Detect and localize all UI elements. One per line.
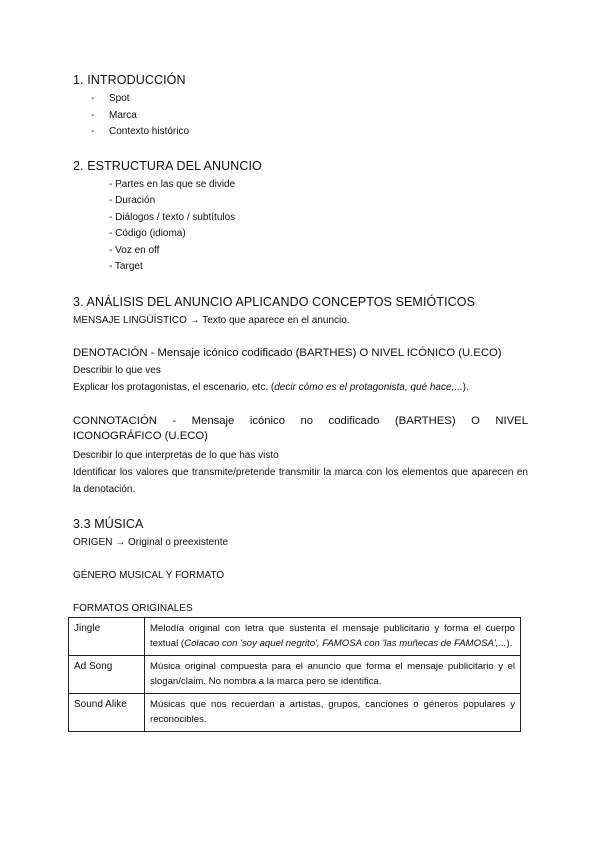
section-3-title: 3. ANÁLISIS DEL ANUNCIO APLICANDO CONCEPTOS SEMIÓTICOS [73,295,476,309]
format-desc-jingle [145,618,521,656]
jingle-desc-a: Melodía original con letra que sustenta el mensaje publicitario y forma el cuerpo textual ( [150,623,515,649]
denotacion-line-2-italic: decir cómo es el protagonista, qué hace,... [274,382,463,393]
list-item-spot: Spot [109,93,130,104]
format-name-adsong: Ad Song [69,656,145,694]
list-item-marca: Marca [109,110,137,121]
format-desc-adsong: Música original compuesta para el anuncio que forma el mensaje publicitario y el slogan/claim. No nombra a la marca pero se identifica. [145,656,521,694]
list-item: - Target [109,261,143,272]
list-item: - Partes en las que se divide [109,179,236,190]
list-dash: - [91,110,95,121]
format-name-soundalike: Sound Alike [69,694,145,732]
list-item-contexto: Contexto histórico [109,126,190,137]
denotacion-line-2-b: ). [462,382,469,393]
connotacion-title-line-1: CONNOTACIÓN - Mensaje icónico no codificado (BARTHES) O NIVEL [73,415,528,427]
connotacion-line-1: Describir lo que interpretas de lo que has visto [73,450,279,461]
denotacion-line-2 [73,381,469,395]
connotacion-line-2: Identificar los valores que transmite/pretende transmitir la marca con los elementos que aparecen en la denotación. [73,467,528,495]
formatos-originales-label: FORMATOS ORIGINALES [73,603,193,614]
format-desc-soundalike: Músicas que nos recuerdan a artistas, grupos, canciones o géneros populares y reconocibles. [145,694,521,732]
list-item: - Duración [109,195,156,206]
denotacion-line-1: Describir lo que ves [73,365,161,376]
section-2-title: 2. ESTRUCTURA DEL ANUNCIO [73,159,262,173]
section-1-title: 1. INTRODUCCIÓN [73,73,186,87]
origen-line: ORIGEN → Original o preexistente [73,537,229,548]
list-item: - Código (idioma) [109,228,186,239]
jingle-desc-italic: Colacao con 'soy aquel negrito', FAMOSA con 'las muñecas de FAMOSA',... [184,638,507,649]
denotacion-title: DENOTACIÓN - Mensaje icónico codificado (BARTHES) O NIVEL ICÓNICO (U.ECO) [73,347,502,359]
list-dash: - [91,93,95,104]
format-name-jingle: Jingle [69,618,145,656]
formats-table [68,617,521,732]
denotacion-line-2-a: Explicar los protagonistas, el escenario, etc. ( [73,382,275,393]
connotacion-title-line-2: ICONOGRÁFICO (U.ECO) [73,430,208,442]
table-row [69,694,521,732]
list-item: - Voz en off [109,245,160,256]
jingle-desc-b: ). [506,638,513,649]
section-3-3-title: 3.3 MÚSICA [73,517,144,531]
list-dash: - [91,126,95,137]
table-row [69,656,521,694]
genero-line: GÉNERO MUSICAL Y FORMATO [73,570,225,581]
list-item: - Diálogos / texto / subtítulos [109,212,236,223]
table-row [69,618,521,656]
mensaje-linguistico: MENSAJE LINGÜÍSTICO → Texto que aparece en el anuncio. [73,315,350,326]
